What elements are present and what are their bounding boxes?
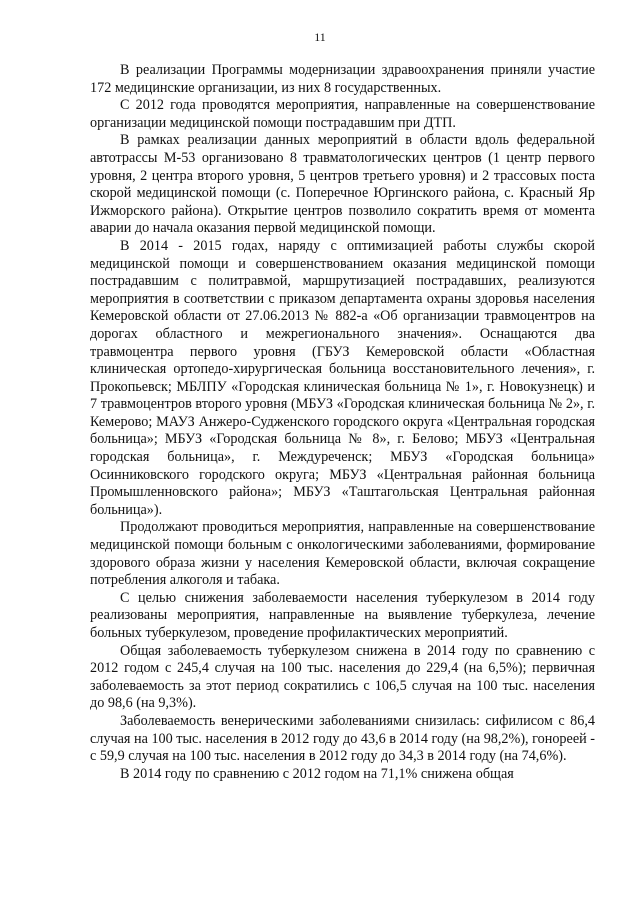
paragraph-tuberculosis-stats: Общая заболеваемость туберкулезом снижена в 2014 году по сравнению с 2012 годом с 245,4 случая на 100 тыс. населения до 229,4 (на 6,5%); первичная заболеваемость за этот период сократились с 106,5 случая на 100 тыс. населения до 98,6 (на 9,3%). xyxy=(90,642,595,712)
paragraph-dtp-measures: С 2012 года проводятся мероприятия, направленные на совершенствование организации медицинской помощи пострадавшим при ДТП. xyxy=(90,97,595,131)
paragraph-trauma-centers: В рамках реализации данных мероприятий в области вдоль федеральной автотрассы М-53 организовано 8 травматологических центров (1 центр первого уровня, 2 центра второго уровня, 5 центров третьего уровня) и 2 трассовых поста скорой медицинской помощи (с. Поперечное Юргинского района, с. Красный Яр Ижморского района). Открытие центров позволило сократить время от момента аварии до начала оказания первой медицинской помощи. xyxy=(90,132,595,237)
paragraph-tuberculosis-measures: С целью снижения заболеваемости населения туберкулезом в 2014 году реализованы мероприятия, направленные на выявление туберкулеза, лечение больных туберкулезом, проведение профилактических мероприятий. xyxy=(90,589,595,641)
paragraph-2014-2015-measures: В 2014 - 2015 годах, наряду с оптимизацией работы службы скорой медицинской помощи и совершенствованием оказания медицинской помощи пострадавшим с политравмой, маршрутизацией пострадавших, реализуются мероприятия в соответствии с приказом департамента охраны здоровья населения Кемеровской области от 27.06.2013 № 882-а «Об организации травмоцентров на дорогах областного и межрегионального значения». Оснащаются два травмоцентра первого уровня (ГБУЗ Кемеровской области «Областная клиническая ортопедо-хирургическая больница восстановительного лечения», г. Прокопьевск; МБЛПУ «Городская клиническая больница № 1», г. Новокузнецк) и 7 травмоцентров второго уровня (МБУЗ «Городская клиническая больница № 2», г. Кемерово; МАУЗ Анжеро-Судженского городского округа «Центральная городская больница»; МБУЗ «Городская больница № 8», г. Белово; МБУЗ «Центральная городская больница», г. Междуреченск; МБУЗ «Городская больница» Осинниковского городского округа; МБУЗ «Центральная районная больница Промышленновского района»; МБУЗ «Таштагольская Центральная районная больница»). xyxy=(90,237,595,518)
paragraph-modernization: В реализации Программы модернизации здравоохранения приняли участие 172 медицинские организации, из них 8 государственных. xyxy=(90,62,595,96)
paragraph-venereal-stats: Заболеваемость венерическими заболеваниями снизилась: сифилисом с 86,4 случая на 100 тыс. населения в 2012 году до 43,6 в 2014 году (на 98,2%), гонореей - с 59,9 случая на 100 тыс. населения в 2012 году до 34,3 в 2014 году (на 74,6%). xyxy=(90,712,595,765)
document-body xyxy=(90,62,595,783)
paragraph-oncology: Продолжают проводиться мероприятия, направленные на совершенствование медицинской помощи больным с онкологическими заболеваниями, формирование здорового образа жизни у населения Кемеровской области, включая сокращение потребления алкоголя и табака. xyxy=(90,519,595,589)
paragraph-continued: В 2014 году по сравнению с 2012 годом на 71,1% снижена общая xyxy=(120,765,514,782)
page-number: 11 xyxy=(314,30,326,44)
